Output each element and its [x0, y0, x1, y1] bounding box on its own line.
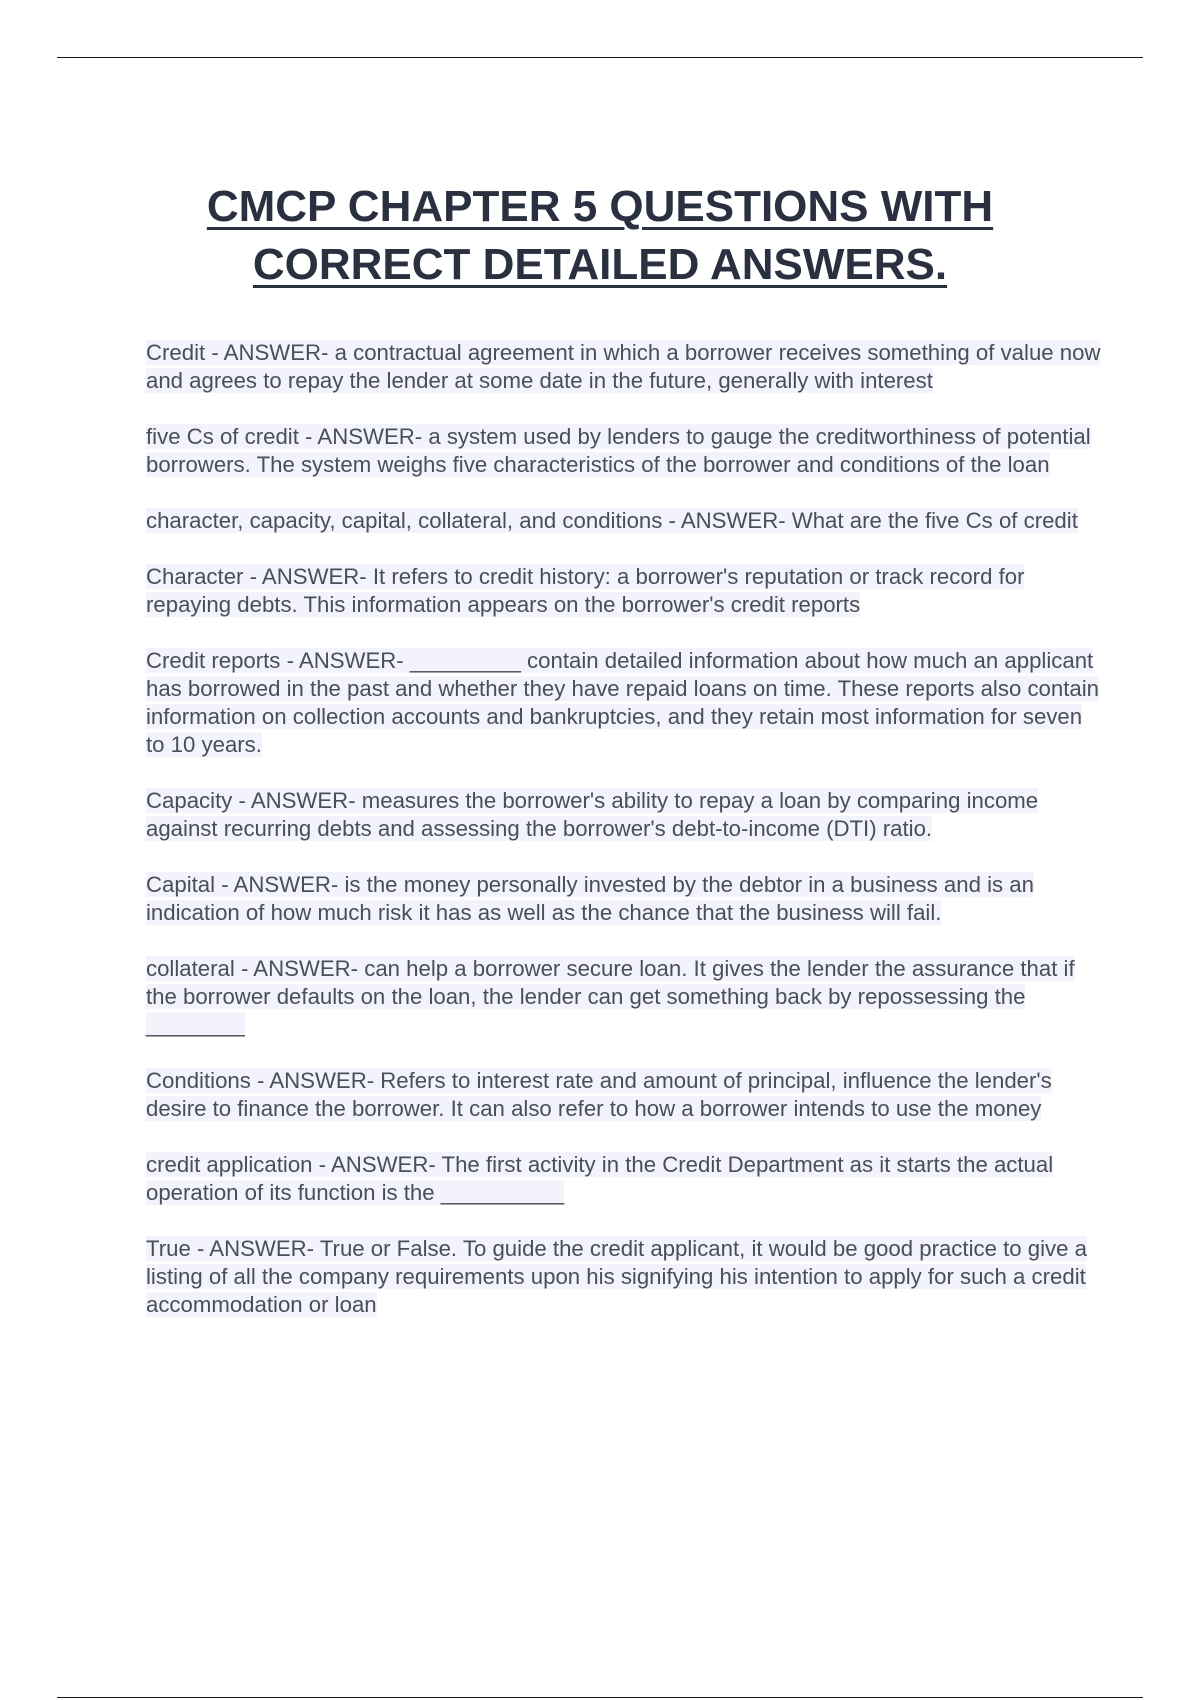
qa-item-conditions: Conditions - ANSWER- Refers to interest rate and amount of principal, influence the lender's desire to finance the borrower. It can also refer to how a borrower intends to use the money	[146, 1068, 1052, 1121]
qa-item-credit: Credit - ANSWER- a contractual agreement in which a borrower receives something of value now and agrees to repay the lender at some date in the future, generally with interest	[146, 340, 1101, 393]
qa-item-character: Character - ANSWER- It refers to credit history: a borrower's reputation or track record for repaying debts. This information appears on the borrower's credit reports	[146, 564, 1025, 617]
document-title-line-2: CORRECT DETAILED ANSWERS.	[252, 240, 948, 289]
header-rule	[57, 57, 1143, 58]
qa-item-credit-application: credit application - ANSWER- The first activity in the Credit Department as it starts the actual operation of its function is the __________	[146, 1152, 1054, 1205]
qa-item-collateral: collateral - ANSWER- can help a borrower secure loan. It gives the lender the assurance that if the borrower defaults on the loan, the lender can get something back by repossessing the ________	[146, 956, 1075, 1037]
qa-item-true-false: True - ANSWER- True or False. To guide the credit applicant, it would be good practice to give a listing of all the company requirements upon his signifying his intention to apply for such a credit accommodation or loan	[146, 1236, 1087, 1317]
qa-item-capital: Capital - ANSWER- is the money personally invested by the debtor in a business and is an indication of how much risk it has as well as the chance that the business will fail.	[146, 872, 1034, 925]
footer-rule	[57, 1697, 1143, 1698]
qa-item-capacity: Capacity - ANSWER- measures the borrower's ability to repay a loan by comparing income against recurring debts and assessing the borrower's debt-to-income (DTI) ratio.	[146, 788, 1039, 841]
qa-item-credit-reports: Credit reports - ANSWER- _________ contain detailed information about how much an applicant has borrowed in the past and whether they have repaid loans on time. These reports also contain information on collection accounts and bankruptcies, and they retain most information for seven to 10 years.	[146, 648, 1100, 757]
document-title	[100, 178, 1100, 294]
qa-item-five-cs-list: character, capacity, capital, collateral, and conditions - ANSWER- What are the five Cs of credit	[146, 508, 1078, 533]
qa-list	[146, 339, 1106, 1347]
document-title-line-1: CMCP CHAPTER 5 QUESTIONS WITH	[206, 182, 994, 231]
qa-item-five-cs: five Cs of credit - ANSWER- a system used by lenders to gauge the creditworthiness of potential borrowers. The system weighs five characteristics of the borrower and conditions of the loan	[146, 424, 1091, 477]
